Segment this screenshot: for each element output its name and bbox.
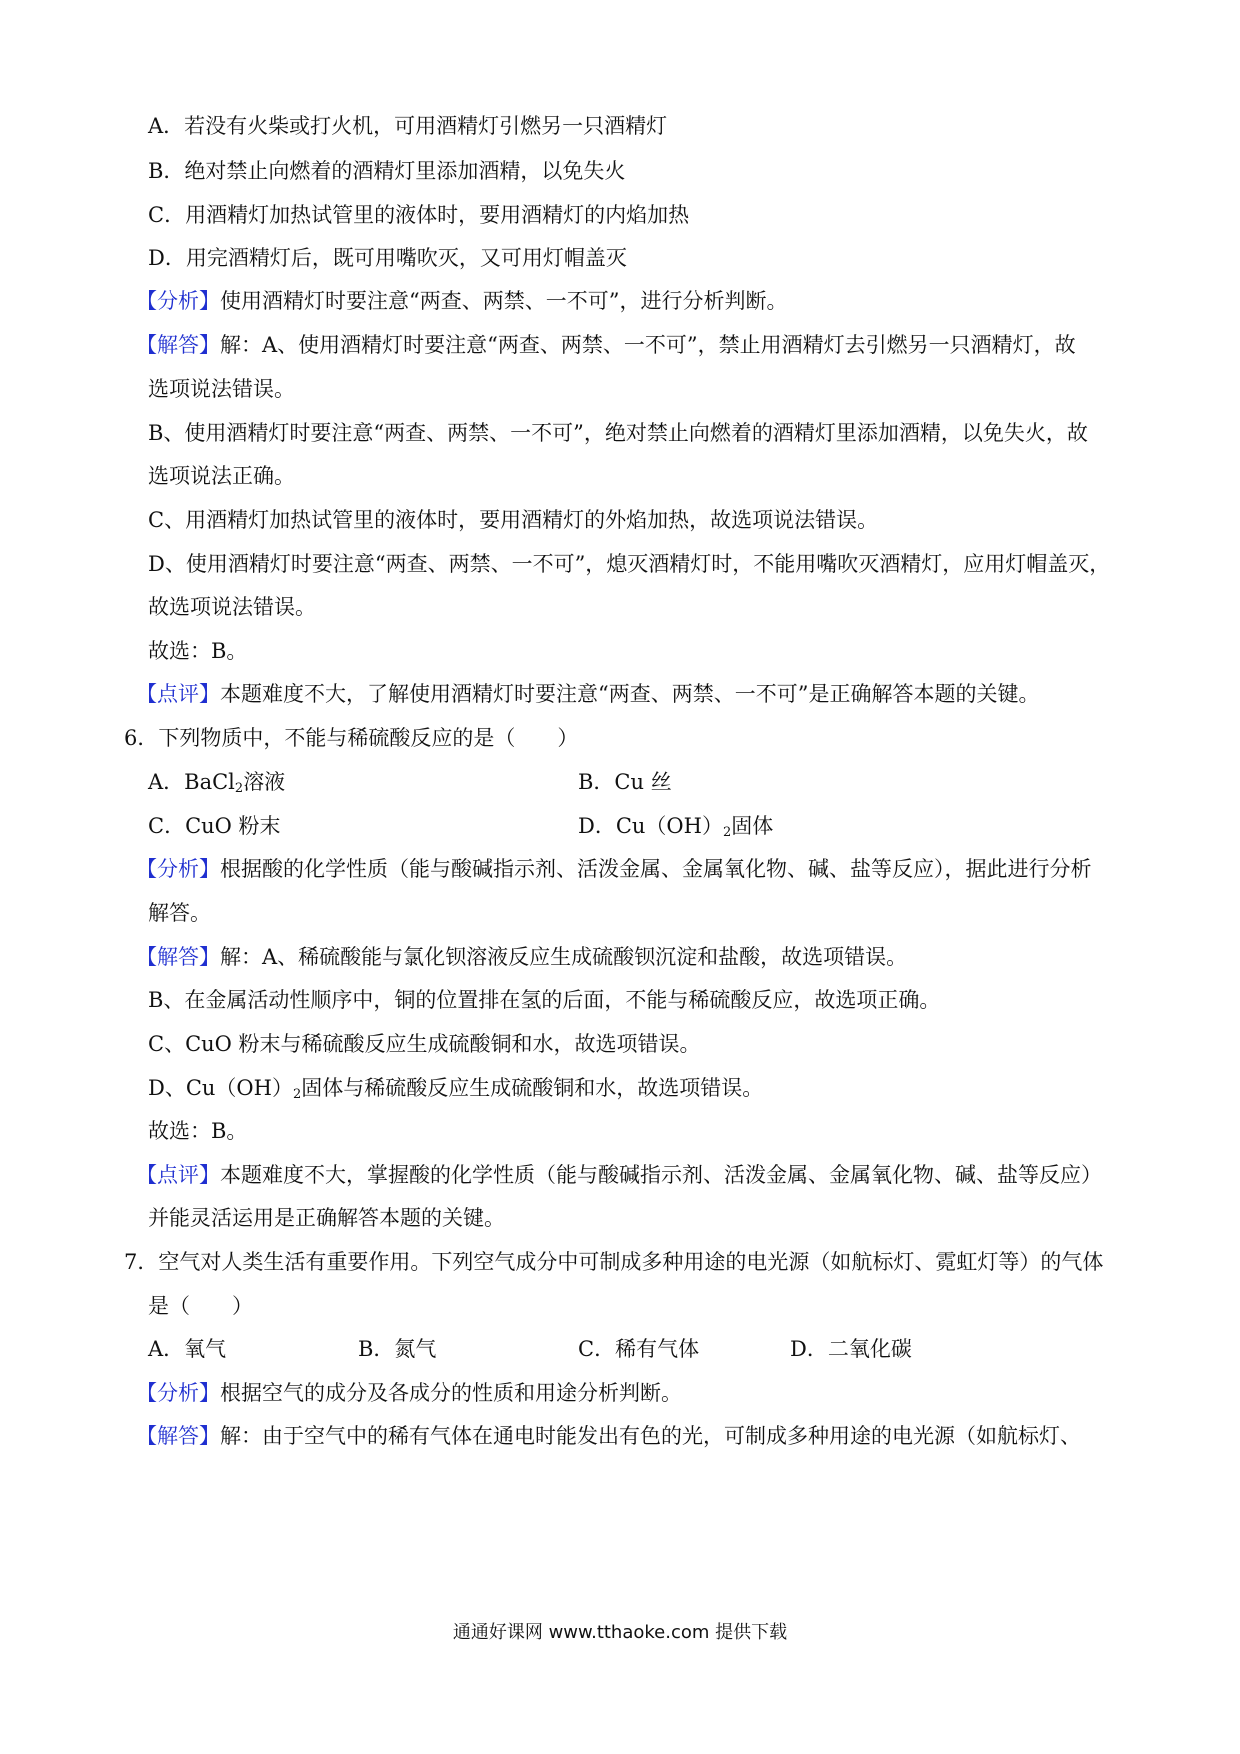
q5-answer-line-2: 选项说法错误。 — [148, 377, 295, 401]
q6-answer-line-1: 【解答】解：A、稀硫酸能与氯化钡溶液反应生成硫酸钡沉淀和盐酸，故选项错误。 — [136, 945, 908, 969]
q6-answer-line-3: C、CuO 粉末与稀硫酸反应生成硫酸铜和水，故选项错误。 — [148, 1032, 701, 1056]
analysis-text: 使用酒精灯时要注意“两查、两禁、一不可”，进行分析判断。 — [220, 289, 788, 313]
q6-review-line-2: 并能灵活运用是正确解答本题的关键。 — [148, 1206, 505, 1230]
q5-answer-line-5: C、用酒精灯加热试管里的液体时，要用酒精灯的外焰加热，故选项说法错误。 — [148, 508, 879, 532]
review-tag: 【点评】 — [136, 1163, 220, 1187]
page-footer: 通通好课网 www.tthaoke.com 提供下载 — [452, 1622, 788, 1643]
q7-analysis: 【分析】根据空气的成分及各成分的性质和用途分析判断。 — [136, 1381, 682, 1405]
review-tag: 【点评】 — [136, 682, 220, 706]
q6-analysis-line-2: 解答。 — [148, 901, 211, 925]
q6-answer-choice: 故选：B。 — [148, 1119, 248, 1143]
q6-option-a: A．BaCl$_2$溶液 — [148, 770, 286, 796]
q5-option-d: D．用完酒精灯后，既可用嘴吹灭，又可用灯帽盖灭 — [148, 246, 627, 270]
q5-option-b: B．绝对禁止向燃着的酒精灯里添加酒精，以免失火 — [148, 159, 626, 183]
q6-answer-line-2: B、在金属活动性顺序中，铜的位置排在氢的后面，不能与稀硫酸反应，故选项正确。 — [148, 988, 941, 1012]
q7-option-c: C．稀有气体 — [578, 1337, 700, 1361]
analysis-tag: 【分析】 — [136, 1381, 220, 1405]
q5-answer-line-6: D、使用酒精灯时要注意“两查、两禁、一不可”，熄灭酒精灯时，不能用嘴吹灭酒精灯，应用灯帽盖灭， — [148, 552, 1111, 576]
q5-review — [136, 679, 1039, 709]
analysis-tag: 【分析】 — [136, 289, 220, 313]
answer-tag: 【解答】 — [136, 1424, 220, 1448]
q7-option-a: A．氧气 — [148, 1337, 227, 1361]
q7-stem-line-2: 是（ ） — [148, 1294, 253, 1318]
q5-analysis — [136, 286, 787, 316]
analysis-tag: 【分析】 — [136, 857, 220, 881]
q6-answer-line-4: D、$Cu(OH)_2$固体与稀硫酸反应生成硫酸铜和水，故选项错误。 — [148, 1076, 764, 1102]
review-text: 本题难度不大，了解使用酒精灯时要注意“两查、两禁、一不可”是正确解答本题的关键。 — [220, 682, 1040, 706]
q6-option-d: D．$Cu(OH)_2$固体 — [578, 814, 774, 840]
q7-option-d: D．二氧化碳 — [790, 1337, 912, 1361]
q5-option-a: A．若没有火柴或打火机，可用酒精灯引燃另一只酒精灯 — [148, 114, 668, 138]
q7-answer-line-1: 【解答】解：由于空气中的稀有气体在通电时能发出有色的光，可制成多种用途的电光源（如航标灯、 — [136, 1424, 1081, 1448]
q6-option-c: C．CuO 粉末 — [148, 814, 281, 838]
q7-stem-line-1: 7．空气对人类生活有重要作用。下列空气成分中可制成多种用途的电光源（如航标灯、霓虹灯等）的气体 — [124, 1250, 1104, 1274]
q5-option-c: C．用酒精灯加热试管里的液体时，要用酒精灯的内焰加热 — [148, 203, 690, 227]
answer-tag: 【解答】 — [136, 333, 220, 357]
q6-analysis-line-1: 【分析】根据酸的化学性质（能与酸碱指示剂、活泼金属、金属氧化物、碱、盐等反应），据此进行分析 — [136, 857, 1092, 881]
q6-option-b: B．Cu 丝 — [578, 770, 672, 794]
answer-tag: 【解答】 — [136, 945, 220, 969]
answer-text: 解：A、使用酒精灯时要注意“两查、两禁、一不可”，禁止用酒精灯去引燃另一只酒精灯，故 — [220, 333, 1076, 357]
q6-stem: 6．下列物质中，不能与稀硫酸反应的是（ ） — [124, 726, 579, 750]
q6-review-line-1: 【点评】本题难度不大，掌握酸的化学性质（能与酸碱指示剂、活泼金属、金属氧化物、碱、盐等反应） — [136, 1163, 1102, 1187]
q5-answer-line-1 — [136, 330, 1076, 360]
q5-answer-line-4: 选项说法正确。 — [148, 464, 295, 488]
q5-answer-line-3: B、使用酒精灯时要注意“两查、两禁、一不可”，绝对禁止向燃着的酒精灯里添加酒精，以免失火，故 — [148, 421, 1088, 445]
q5-answer-line-7: 故选项说法错误。 — [148, 595, 316, 619]
q5-answer-choice: 故选：B。 — [148, 639, 248, 663]
q7-option-b: B．氮气 — [358, 1337, 437, 1361]
